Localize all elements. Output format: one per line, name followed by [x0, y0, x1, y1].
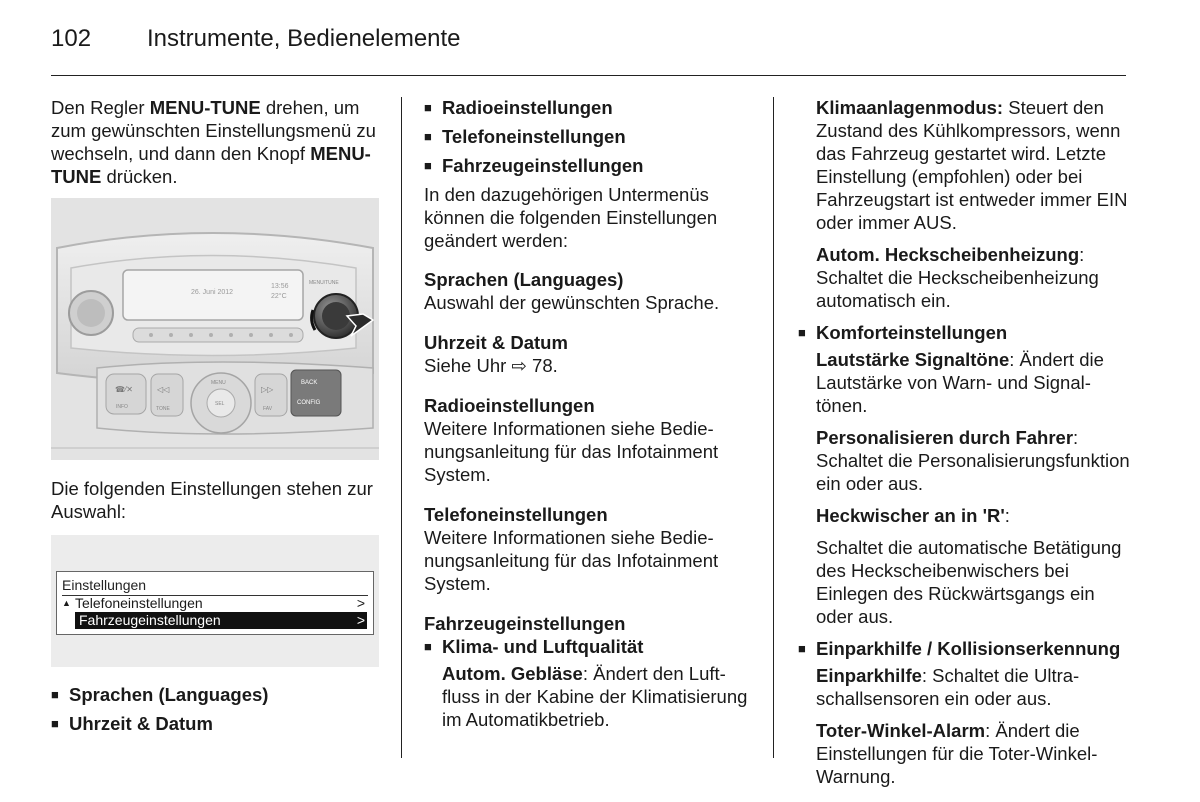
list-item: ■ Sprachen (Languages)	[51, 684, 269, 705]
block-fahrzeug	[424, 612, 754, 731]
scroll-up-icon: ▲	[62, 598, 71, 608]
section-title: Instrumente, Bedienelemente	[147, 25, 461, 52]
bullet-icon: ■	[51, 687, 59, 702]
menu-item-fahrzeug-selected	[75, 612, 367, 629]
block-uhrzeit: Uhrzeit & Datum Siehe Uhr ⇨ 78.	[424, 331, 754, 377]
svg-text:SEL: SEL	[215, 401, 225, 407]
list-item: ■ Fahrzeugeinstellungen	[424, 155, 644, 176]
chevron-right-icon: >	[356, 612, 365, 628]
column-divider-1	[401, 97, 402, 758]
intro-paragraph: Den Regler MENU-TUNE drehen, um zum gewünschten Einstellungsmenü zu wechseln, und dann den Knopf MENU-TUNE drücken.	[51, 97, 376, 187]
column-divider-2	[773, 97, 774, 758]
column-2	[424, 96, 754, 740]
list-item: ■ Komforteinstellungen	[798, 322, 1008, 343]
block-telefon: Telefoneinstellungen Weitere Informationen siehe Bedienungsanleitung für das Infotainment System.	[424, 503, 754, 595]
list-item: ■ Telefoneinstellungen	[424, 126, 626, 147]
item-einparkhilfe: Einparkhilfe: Schaltet die Ultraschallsensoren ein oder aus.	[816, 665, 1080, 709]
svg-text:13:56: 13:56	[271, 283, 289, 290]
svg-text:MENU: MENU	[211, 380, 226, 386]
heading-radio: Radioeinstellungen	[424, 395, 595, 416]
column-1	[51, 96, 386, 198]
svg-text:CONFIG: CONFIG	[297, 400, 321, 406]
svg-text:◁◁: ◁◁	[157, 385, 170, 394]
item-lautstaerke: Lautstärke Signaltöne: Ändert die Lautstärke von Warn- und Signaltönen.	[816, 349, 1104, 416]
svg-text:BACK: BACK	[301, 380, 318, 386]
following-text: Die folgenden Einstellungen stehen zur Auswahl:	[51, 478, 373, 522]
header-rule	[51, 75, 1126, 76]
column-1-bullets	[51, 683, 381, 741]
heading-uhrzeit: Uhrzeit & Datum	[424, 332, 568, 353]
page-number: 102	[51, 25, 92, 52]
list-item: ■ Klima- und Luftqualität	[424, 636, 644, 657]
menu-item-label: Telefoneinstellungen	[75, 595, 203, 611]
item-klimamodus: Klimaanlagenmodus: Steuert den Zustand des Kühlkompressors, wenn das Fahrzeug gestartet wird. Letzte Einstellung (empfohlen) oder bei Fahrzeugstart ist entweder immer EIN oder immer AUS.	[816, 97, 1128, 233]
svg-text:▷▷: ▷▷	[261, 385, 274, 394]
block-radio: Radioeinstellungen Weitere Informationen siehe Bedienungsanleitung für das Infotainment System.	[424, 394, 754, 486]
dashboard-drawing	[51, 198, 379, 460]
bullet-icon: ■	[51, 716, 59, 731]
back-config-button	[291, 370, 341, 416]
bullet-icon: ■	[798, 641, 806, 656]
settings-menu-screen	[51, 535, 379, 667]
dashboard-illustration	[51, 198, 379, 460]
item-autom-geblaese: Autom. Gebläse: Ändert den Luftfluss in der Kabine der Klimatisierung im Automatikbetrieb.	[442, 663, 748, 730]
svg-text:MENU/TUNE: MENU/TUNE	[309, 280, 339, 286]
item-heckwischer-text: Schaltet die automatische Betätigung des Heckscheibenwischers bei Einlegen des Rückwärtsgangs ein oder aus.	[816, 537, 1122, 627]
column-3	[798, 96, 1133, 797]
menu-panel	[56, 571, 374, 635]
heading-fahrzeug: Fahrzeugeinstellungen	[424, 613, 626, 634]
list-item: ■ Einparkhilfe / Kollisionserkennung	[798, 638, 1121, 659]
chevron-right-icon: >	[356, 595, 365, 611]
heading-sprachen: Sprachen (Languages)	[424, 269, 624, 290]
svg-text:22°C: 22°C	[271, 293, 287, 300]
item-toter-winkel: Toter-Winkel-Alarm: Ändert die Einstellungen für die Toter-Winkel-Warnung.	[816, 720, 1098, 787]
bullet-icon: ■	[424, 100, 432, 115]
submenus-text: In den dazugehörigen Untermenüs können die folgenden Einstellungen geändert werden:	[424, 184, 718, 251]
menu-item-telefon	[62, 595, 365, 611]
bullet-icon: ■	[424, 639, 432, 654]
svg-text:TONE: TONE	[156, 406, 170, 412]
item-heckwischer-label: Heckwischer an in 'R':	[816, 505, 1010, 526]
menu-title: Einstellungen	[62, 577, 147, 593]
svg-text:FAV: FAV	[263, 406, 273, 412]
svg-text:INFO: INFO	[116, 404, 128, 410]
block-sprachen: Sprachen (Languages) Auswahl der gewünschten Sprache.	[424, 268, 754, 314]
column-1-lower	[51, 477, 381, 533]
preset-strip	[133, 328, 303, 342]
item-personalisieren: Personalisieren durch Fahrer: Schaltet die Personalisierungsfunktion ein oder aus.	[816, 427, 1130, 494]
menu-item-label: Fahrzeugeinstellungen	[79, 612, 221, 628]
svg-text:☎⁄✕: ☎⁄✕	[115, 385, 134, 394]
list-item: ■ Uhrzeit & Datum	[51, 713, 213, 734]
list-item: ■ Radioeinstellungen	[424, 97, 613, 118]
bullet-icon: ■	[798, 325, 806, 340]
bullet-icon: ■	[424, 158, 432, 173]
svg-text:26. Juni 2012: 26. Juni 2012	[191, 289, 234, 296]
bullet-icon: ■	[424, 129, 432, 144]
heading-telefon: Telefoneinstellungen	[424, 504, 608, 525]
page-reference-icon: ⇨	[511, 355, 527, 376]
item-heckscheibenheizung: Autom. Heckscheibenheizung: Schaltet die Heckscheibenheizung automatisch ein.	[816, 244, 1099, 311]
